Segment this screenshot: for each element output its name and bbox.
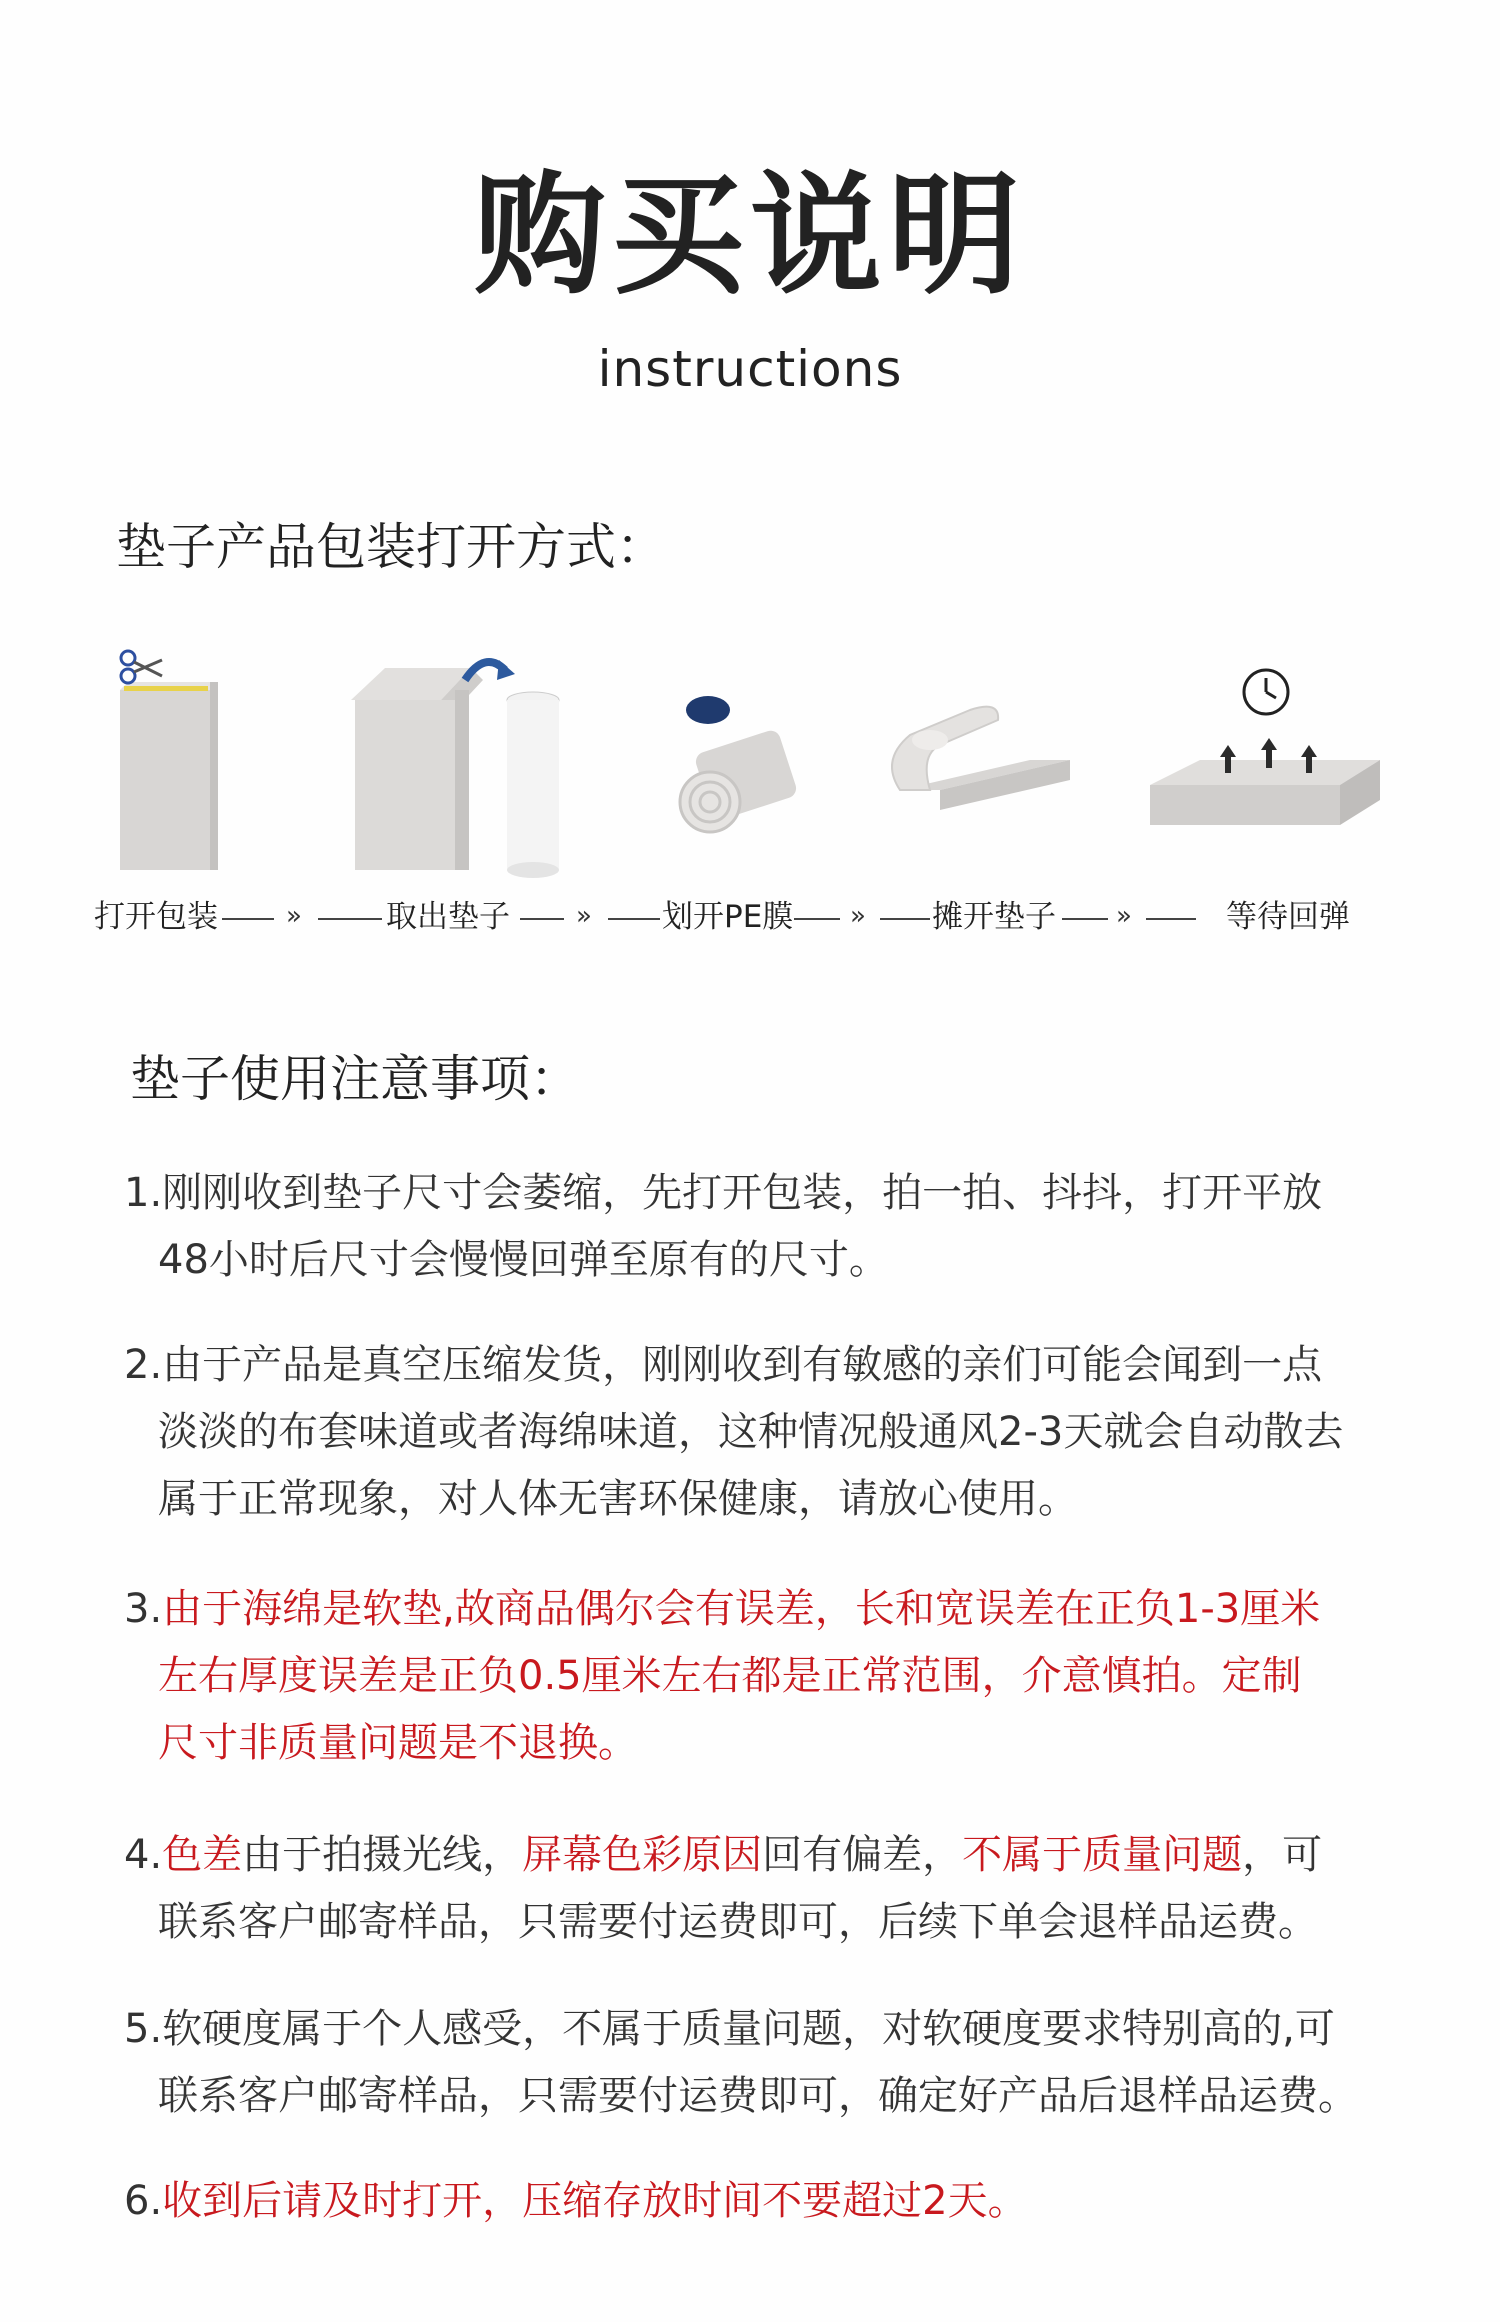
- note-item-1: [124, 1160, 1444, 1294]
- step-label-take-out: 取出垫子: [386, 899, 510, 935]
- step-label-unroll: 摊开垫子: [932, 899, 1056, 935]
- note-text: 联系客户邮寄样品，只需要付运费即可，确定好产品后退样品运费。: [158, 2073, 1358, 2119]
- note-number: 1.: [124, 1170, 163, 1216]
- note-item-3: [124, 1576, 1444, 1777]
- note-text-warning: 左右厚度误差是正负0.5厘米左右都是正常范围，介意慎拍。定制: [158, 1653, 1302, 1699]
- step-label-cut-film: 划开PE膜: [662, 899, 794, 935]
- note-number: 4.: [124, 1832, 163, 1878]
- note-item-6: [124, 2168, 1444, 2235]
- step-connector: [608, 918, 660, 920]
- page-title: 购买说明: [474, 159, 1026, 313]
- note-text: 软硬度属于个人感受，不属于质量问题，对软硬度要求特别高的,可: [162, 2006, 1335, 2052]
- rolled-mat-icon: [672, 640, 802, 880]
- step-arrow: »: [850, 901, 866, 931]
- note-number: 5.: [124, 2006, 163, 2052]
- step-connector: [520, 918, 564, 920]
- step-connector: [222, 918, 274, 920]
- step-arrow: »: [576, 901, 592, 931]
- step-connector: [1062, 918, 1108, 920]
- step-arrow: »: [286, 901, 302, 931]
- note-text-warning: 收到后请及时打开，压缩存放时间不要超过2天。: [162, 2178, 1028, 2224]
- note-text: 由于产品是真空压缩发货，刚刚收到有敏感的亲们可能会闻到一点: [162, 1342, 1323, 1388]
- note-number: 6.: [124, 2178, 163, 2224]
- note-item-5: [124, 1996, 1444, 2130]
- note-text-warning: 不属于质量问题: [962, 1832, 1243, 1878]
- step-label-rebound: 等待回弹: [1226, 899, 1350, 935]
- note-text: 由于拍摄光线，: [242, 1832, 523, 1878]
- step-arrow: »: [1116, 901, 1132, 931]
- packaging-heading: 垫子产品包装打开方式：: [116, 518, 666, 576]
- scissors-box-icon: [110, 640, 230, 880]
- packaging-steps: [0, 640, 1500, 960]
- step-connector: [1146, 918, 1196, 920]
- note-text: 淡淡的布套味道或者海绵味道，这种情况般通风2-3天就会自动散去: [158, 1409, 1344, 1455]
- note-text: 48小时后尺寸会慢慢回弹至原有的尺寸。: [158, 1237, 889, 1283]
- notes-heading: 垫子使用注意事项：: [130, 1050, 580, 1108]
- step-connector: [794, 918, 840, 920]
- step-connector: [318, 918, 382, 920]
- note-text-warning: 色差: [162, 1832, 243, 1878]
- note-text: 刚刚收到垫子尺寸会萎缩，先打开包装，拍一拍、抖抖，打开平放: [162, 1170, 1323, 1216]
- note-text: ，可: [1242, 1832, 1323, 1878]
- page-subtitle: instructions: [597, 340, 903, 398]
- note-text-warning: 尺寸非质量问题是不退换。: [158, 1720, 638, 1766]
- note-item-4: [124, 1822, 1444, 1956]
- note-number: 3.: [124, 1586, 163, 1632]
- unrolling-mat-icon: [870, 640, 1070, 880]
- note-text: 回有偏差，: [762, 1832, 963, 1878]
- note-number: 2.: [124, 1342, 163, 1388]
- note-text: 联系客户邮寄样品，只需要付运费即可，后续下单会退样品运费。: [158, 1899, 1318, 1945]
- step-label-open: 打开包装: [94, 899, 218, 935]
- note-text: 属于正常现象，对人体无害环保健康，请放心使用。: [158, 1476, 1078, 1522]
- step-connector: [880, 918, 930, 920]
- note-text-warning: 由于海绵是软垫,故商品偶尔会有误差，长和宽误差在正负1-3厘米: [162, 1586, 1321, 1632]
- note-text-warning: 屏幕色彩原因: [522, 1832, 763, 1878]
- clock-rebound-icon: [1140, 640, 1380, 880]
- box-roll-icon: [345, 640, 565, 880]
- note-item-2: [124, 1332, 1444, 1533]
